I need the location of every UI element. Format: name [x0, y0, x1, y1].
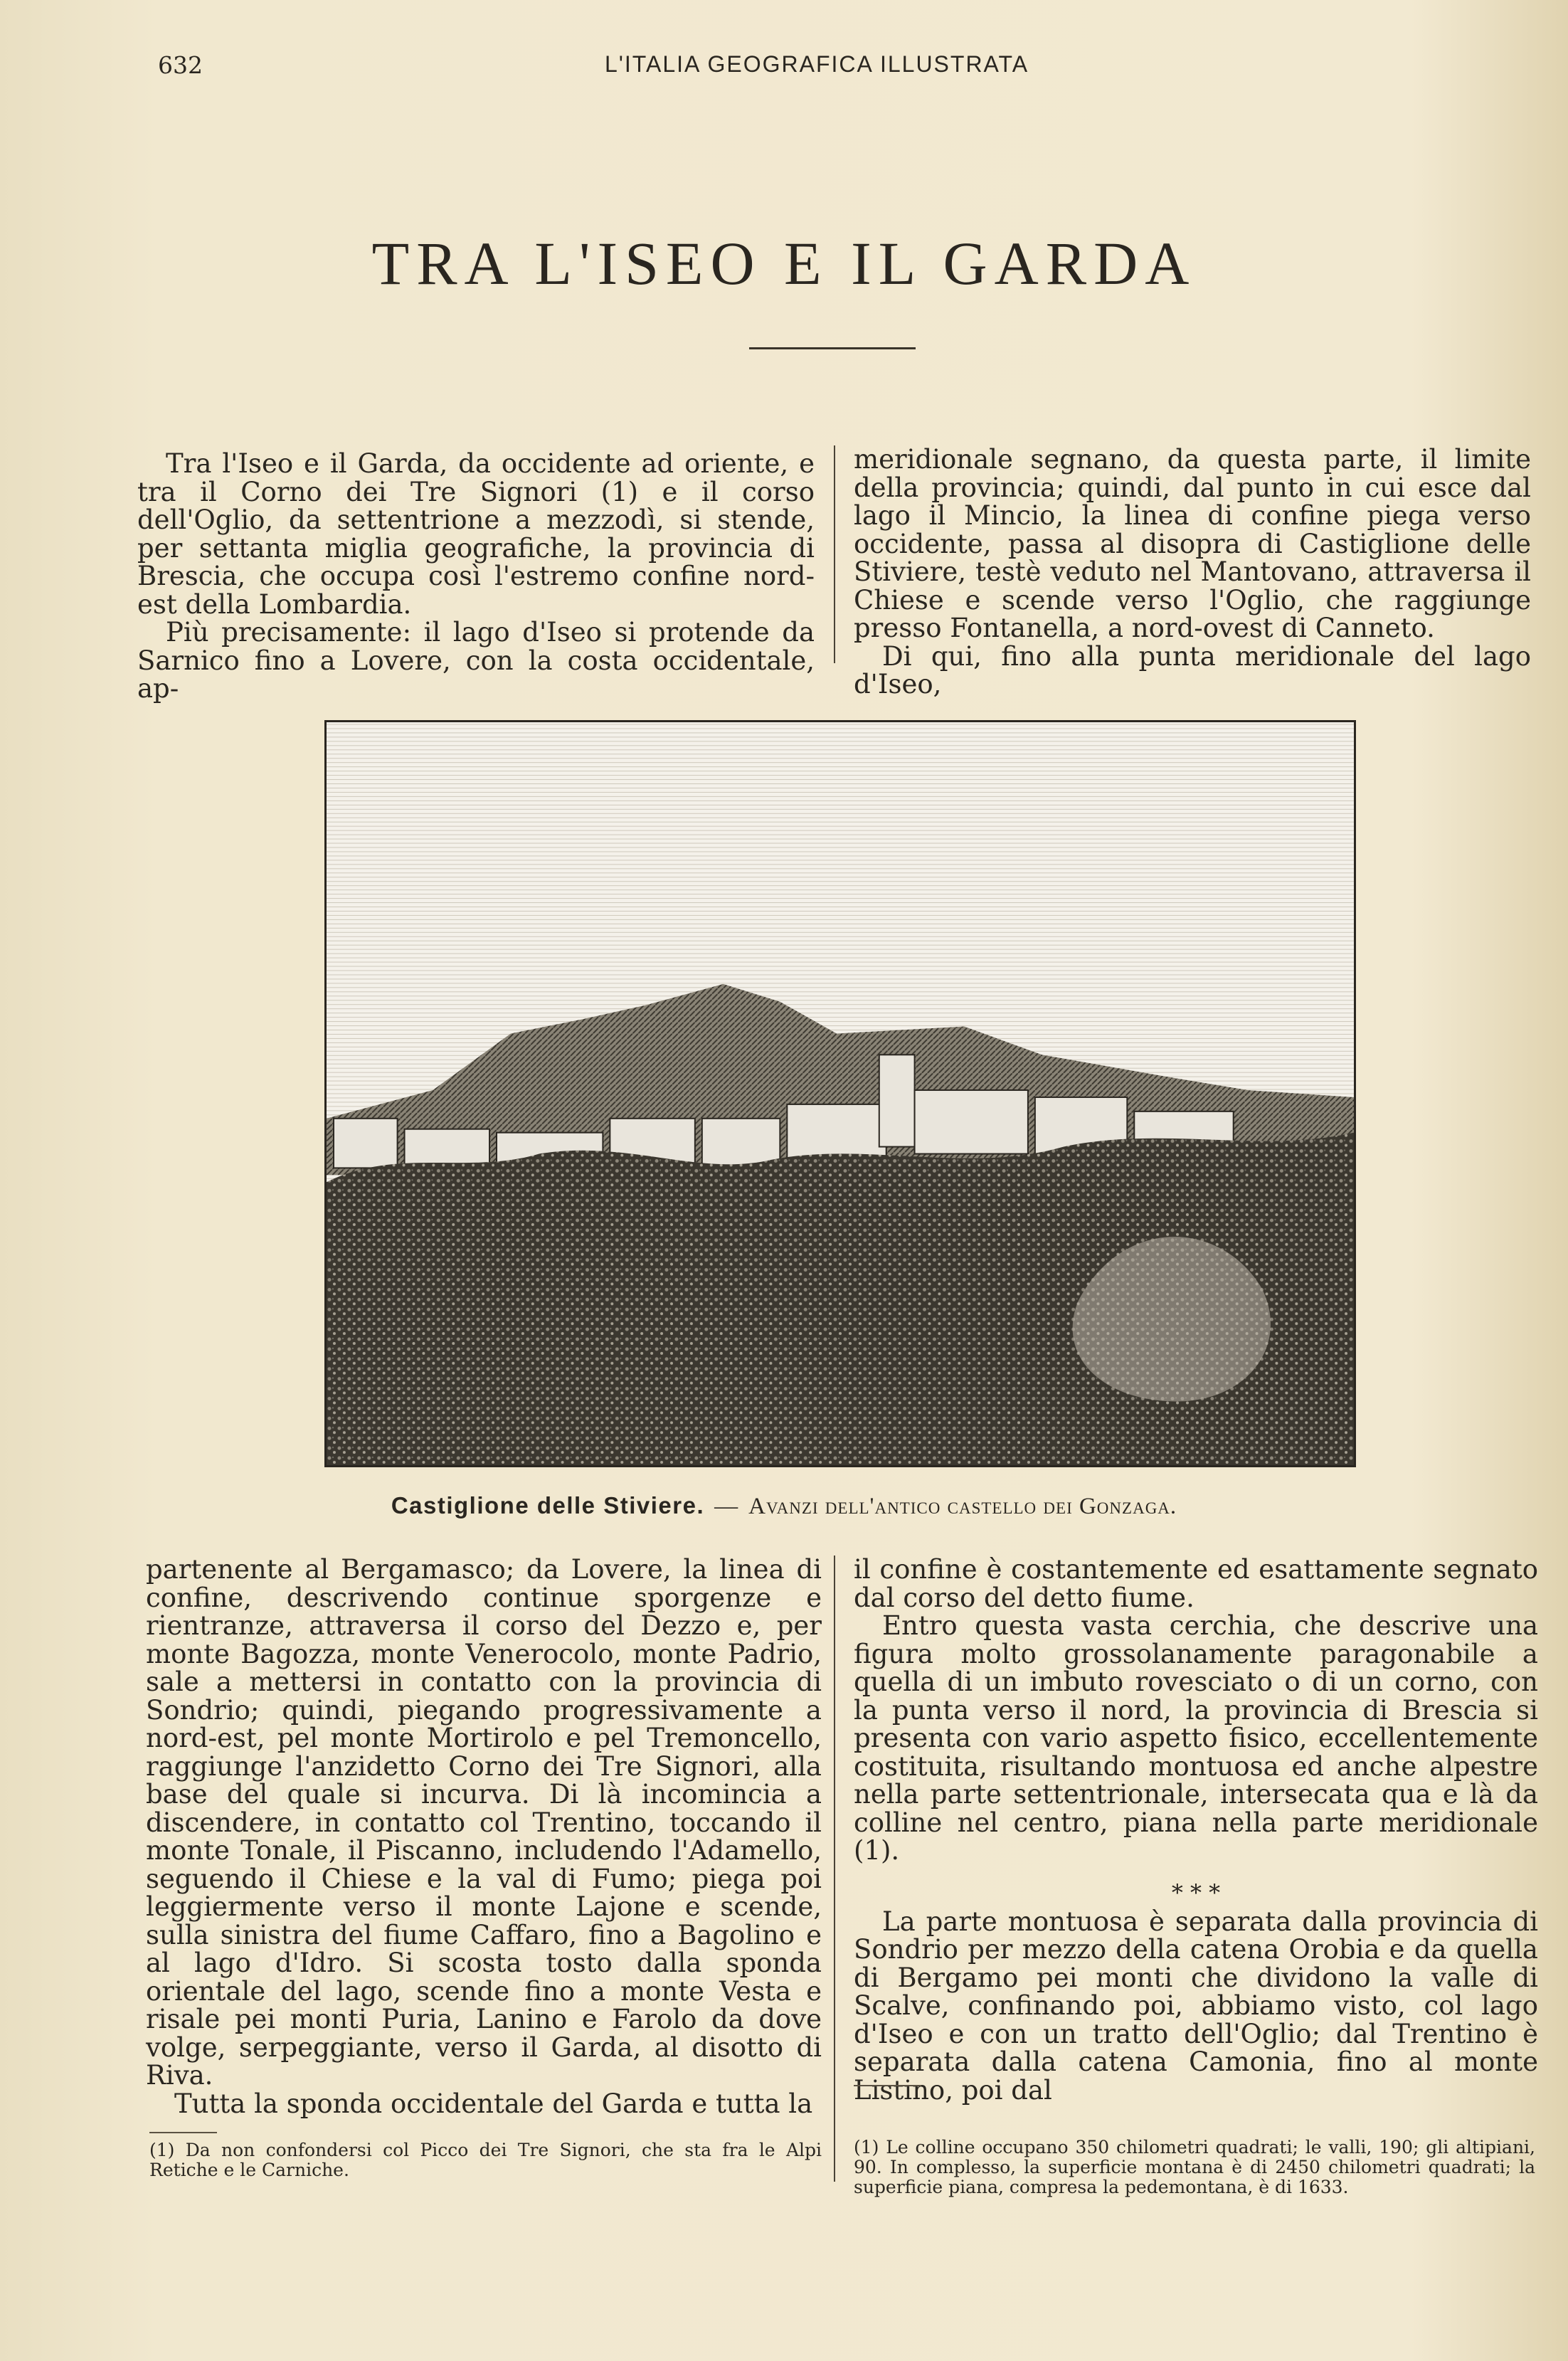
footnote-rule [854, 2085, 921, 2086]
paragraph: il confine è costantemente ed esattamente segnato dal corso del detto fiume. [854, 1554, 1538, 1613]
engraving-illustration [324, 720, 1356, 1467]
column-top-left [137, 450, 815, 703]
hilltown-engraving [327, 722, 1354, 1465]
caption-description: Avanzi dell'antico castello dei Gonzaga. [748, 1494, 1177, 1519]
column-top-right [854, 445, 1531, 699]
column-bottom-right [854, 1555, 1538, 2104]
caption-dash: — [714, 1494, 739, 1519]
running-head [0, 51, 1568, 87]
paragraph: La parte montuosa è separata dalla provincia di Sondrio per mezzo della catena Orobia e da quella di Bergamo pei monti che dividono la valle di Scalve, confinando poi, abbiamo visto, col lago d'Iseo e con un tratto dell'Oglio; dal Trentino è separata dalla catena Camonia, fino al monte Listino, poi dal [854, 1906, 1538, 2106]
footnote-right: (1) Le colline occupano 350 chilometri quadrati; le valli, 190; gli altipiani, 90. In complesso, la superficie montana è di 2450 chilometri quadrati; la superficie piana, compresa la pedemontana, è di 1633. [854, 2137, 1535, 2197]
title-rule [749, 347, 916, 349]
paragraph: Entro questa vasta cerchia, che descrive una figura molto grossolanamente paragonabile a quella di un imbuto rovesciato o di un corno, con la punta verso il nord, la provincia di Brescia si presenta con vario aspetto fisico, eccellentemente costituita, risultando montuosa ed anche alpestre nella parte settentrionale, intersecata qua e là da colline nel centro, piana nella parte meridionale (1). [854, 1610, 1538, 1866]
footnote-rule [149, 2132, 217, 2133]
paragraph: meridionale segnano, da questa parte, il limite della provincia; quindi, dal punto in cui esce dal lago il Mincio, la linea di confine piega verso occidente, passa al disopra di Castiglione delle Stiviere, testè veduto nel Mantovano, attraversa il Chiese e scende verso l'Oglio, che raggiunge presso Fontanella, a nord-ovest di Canneto. [854, 444, 1531, 643]
paragraph: Tra l'Iseo e il Garda, da occidente ad oriente, e tra il Corno dei Tre Signori (1) e il corso dell'Oglio, da settentrione a mezzodì, si stende, per settanta miglia geografiche, la provincia di Brescia, che occupa così l'estremo confine nord-est della Lombardia. [137, 448, 815, 620]
column-bottom-left [146, 1555, 822, 2118]
paragraph: Tutta la sponda occidentale del Garda e tutta la [174, 2088, 813, 2119]
column-divider [834, 1555, 835, 2182]
page-number: 632 [158, 51, 203, 79]
figure-caption [0, 1491, 1568, 1520]
paragraph: Di qui, fino alla punta meridionale del lago d'Iseo, [854, 640, 1531, 699]
caption-place: Castiglione delle Stiviere. [391, 1492, 705, 1518]
section-asterism: * * * [1171, 1879, 1221, 1906]
running-title: L'ITALIA GEOGRAFICA ILLUSTRATA [605, 51, 1029, 77]
footnote-left: (1) Da non confondersi col Picco dei Tre Signori, che sta fra le Alpi Retiche e le Carniche. [149, 2140, 822, 2180]
column-divider [834, 445, 835, 663]
paragraph: partenente al Bergamasco; da Lovere, la linea di confine, descrivendo continue sporgenze e rientranze, attraversa il corso del Dezzo e, per monte Bagozza, monte Venerocolo, monte Padrio, sale a mettersi in contatto con la provincia di Sondrio; quindi, piegando progressivamente a nord-est, pel monte Mortirolo e pel Tremoncello, raggiunge l'anzidetto Corno dei Tre Signori, alla base del quale si incurva. Di là incomincia a discendere, in contatto col Trentino, toccando il monte Tonale, il Piscanno, includendo l'Adamello, seguendo il Chiese e la val di Fumo; piega poi leggiermente verso il monte Lajone e scende, sulla sinistra del fiume Caffaro, fino a Bagolino e al lago d'Idro. Si scosta tosto dalla sponda orientale del lago, scende fino a monte Vesta e risale pei monti Puria, Lanino e Farolo da dove volge, serpeggiante, verso il Garda, al disotto di Riva. [146, 1554, 822, 2091]
paragraph: Più precisamente: il lago d'Iseo si protende da Sarnico fino a Lovere, con la costa occidentale, ap- [137, 617, 815, 704]
article-title: TRA L'ISEO E IL GARDA [371, 229, 1197, 297]
